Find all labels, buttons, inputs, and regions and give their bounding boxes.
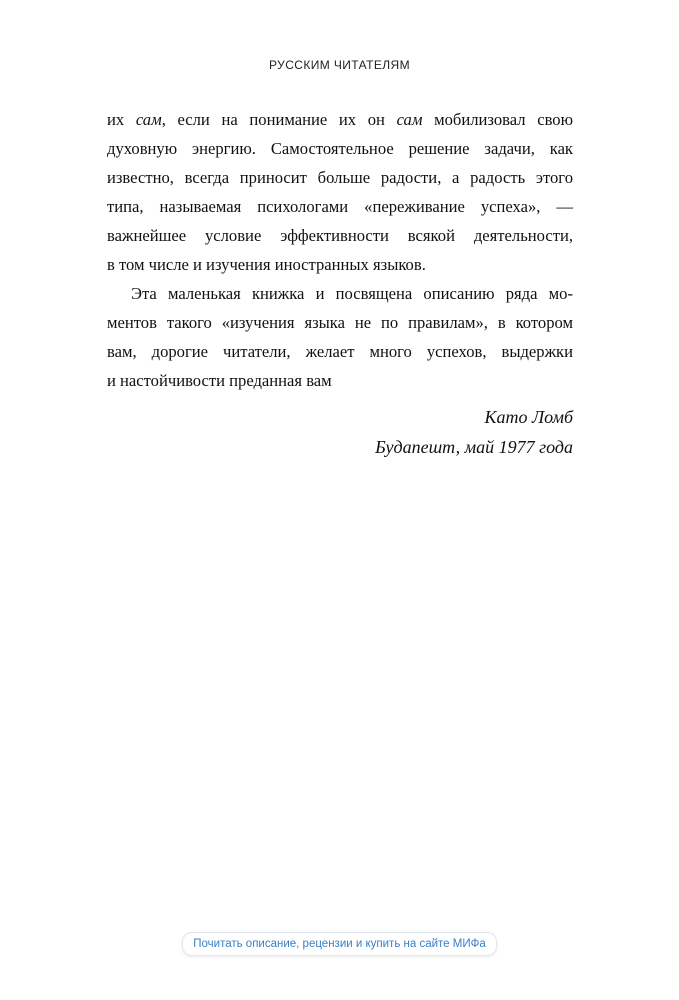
paragraph-1-line-3: известно, всегда приносит больше радости, а радость этого bbox=[107, 168, 573, 187]
signature-block bbox=[107, 402, 573, 462]
paragraph-1-line-4: типа, называемая психологами «переживание успеха», — bbox=[107, 197, 573, 216]
paragraph-1-line-2: духовную энергию. Самостоятельное решение задачи, как bbox=[107, 139, 573, 158]
paragraph-2-line-4: и настойчивости преданная вам bbox=[107, 371, 332, 390]
italic-word: сам bbox=[135, 110, 162, 129]
italic-word: сам bbox=[396, 110, 423, 129]
text-fragment: их bbox=[107, 110, 136, 129]
text-fragment: , если на понимание их он bbox=[161, 110, 397, 129]
text-fragment: мобилизовал свою bbox=[422, 110, 573, 129]
running-head: РУССКИМ ЧИТАТЕЛЯМ bbox=[269, 58, 410, 72]
place-date: Будапешт, май 1977 года bbox=[375, 437, 573, 457]
paragraph-2-line-3: вам, дорогие читатели, желает много успехов, выдержки bbox=[107, 342, 573, 361]
author-name: Като Ломб bbox=[484, 407, 573, 427]
paragraph-2-line-1: Эта маленькая книжка и посвящена описанию ряда мо- bbox=[131, 284, 573, 303]
paragraph-2-line-2: ментов такого «изучения языка не по правилам», в котором bbox=[107, 313, 573, 332]
paragraph-1-line-6: в том числе и изучения иностранных языков. bbox=[107, 255, 426, 274]
footer-link-container bbox=[0, 932, 679, 956]
body-text bbox=[107, 105, 573, 395]
paragraph-1-line-1 bbox=[107, 105, 573, 134]
mif-store-link[interactable]: Почитать описание, рецензии и купить на сайте МИФа bbox=[182, 932, 496, 956]
paragraph-1-line-5: важнейшее условие эффективности всякой деятельности, bbox=[107, 226, 573, 245]
